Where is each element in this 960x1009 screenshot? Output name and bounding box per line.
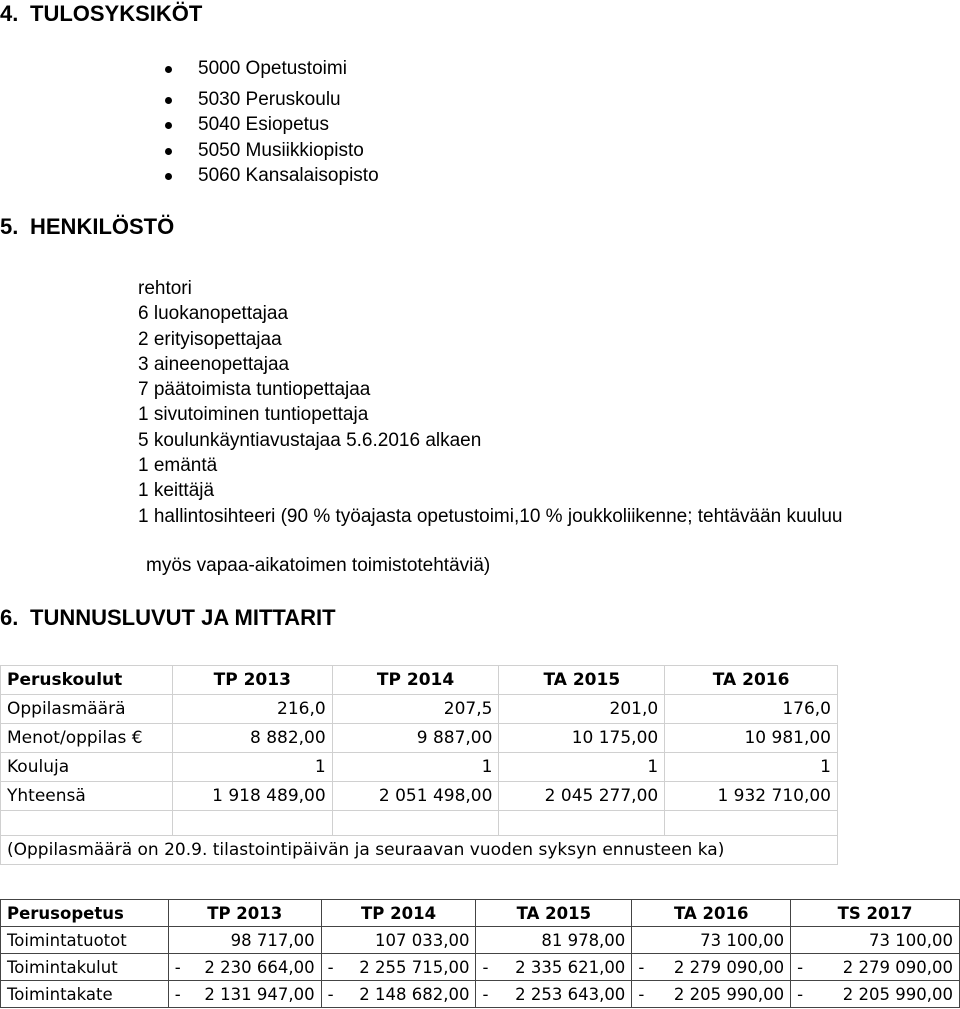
table-cell: 2 205 990,00: [650, 981, 791, 1008]
table-row: [1, 981, 960, 1008]
table-cell: 2 148 682,00: [339, 981, 476, 1008]
table-cell-sign: -: [168, 981, 186, 1008]
table-header-cell: TS 2017: [791, 900, 960, 927]
table-cell: 8 882,00: [172, 724, 332, 753]
section-4-title: TULOSYKSIKÖT: [30, 1, 203, 26]
table-cell-sign: -: [632, 981, 650, 1008]
table-row-blank: [1, 811, 838, 836]
table-row: [1, 954, 960, 981]
peruskoulut-table: [0, 665, 838, 865]
table-header-cell: TP 2013: [168, 900, 321, 927]
table-cell: 1: [665, 753, 838, 782]
staff-line: 6 luokanopettajaa: [138, 303, 289, 325]
table-row: [1, 724, 838, 753]
table-note-row: [1, 836, 838, 865]
table-cell: 176,0: [665, 695, 838, 724]
staff-line: 5 koulunkäyntiavustajaa 5.6.2016 alkaen: [138, 429, 482, 451]
list-item: 5040 Esiopetus: [160, 112, 379, 138]
staff-line: 1 sivutoiminen tuntiopettaja: [138, 404, 369, 426]
table-cell-sign: -: [476, 981, 494, 1008]
table-header-cell: TP 2014: [332, 666, 499, 695]
table-cell: Toimintakulut: [1, 954, 169, 981]
section-5-heading: [0, 214, 174, 240]
section-6-heading: [0, 605, 336, 631]
table-row: [1, 695, 838, 724]
table-cell: 1: [499, 753, 665, 782]
section-6-number: 6.: [0, 605, 19, 630]
table-cell: 9 887,00: [332, 724, 499, 753]
table-header-cell: TA 2016: [665, 666, 838, 695]
table-cell: Yhteensä: [1, 782, 173, 811]
table-cell: 1 932 710,00: [665, 782, 838, 811]
table-cell: 107 033,00: [339, 927, 476, 954]
staff-list: [138, 276, 843, 576]
table-cell: 2 131 947,00: [186, 981, 321, 1008]
staff-line: rehtori: [138, 278, 192, 299]
table-cell: 10 981,00: [665, 724, 838, 753]
staff-line: 7 päätoimista tuntiopettajaa: [138, 379, 371, 401]
table-header-cell: TP 2014: [321, 900, 476, 927]
table-cell: 1 918 489,00: [172, 782, 332, 811]
staff-line: 1 hallintosihteeri (90 % työajasta opetustoimi,10 % joukkoliikenne; tehtävään kuuluu: [138, 505, 843, 527]
list-item: 5000 Opetustoimi: [160, 56, 379, 82]
section-4-heading: [0, 1, 202, 27]
table-row: [1, 927, 960, 954]
staff-line: 3 aineenopettajaa: [138, 353, 290, 375]
section-5-title: HENKILÖSTÖ: [30, 214, 175, 239]
table-cell-sign: [791, 927, 809, 954]
table-cell: 10 175,00: [499, 724, 665, 753]
table-cell: [1, 811, 173, 836]
table-cell: [172, 811, 332, 836]
table-note: (Oppilasmäärä on 20.9. tilastointipäivän ja seuraavan vuoden syksyn ennusteen ka): [1, 836, 838, 865]
table-cell: [332, 811, 499, 836]
section-6-title: TUNNUSLUVUT JA MITTARIT: [30, 605, 336, 630]
table-header-cell: TA 2015: [499, 666, 665, 695]
table-cell: 2 205 990,00: [809, 981, 960, 1008]
perusopetus-table: [0, 899, 960, 1008]
table-cell: 2 051 498,00: [332, 782, 499, 811]
table-cell-sign: -: [791, 954, 809, 981]
table-cell: 201,0: [499, 695, 665, 724]
table-cell-sign: -: [632, 954, 650, 981]
table-header-cell: TA 2016: [632, 900, 791, 927]
table-cell-sign: [321, 927, 339, 954]
list-item: 5060 Kansalaisopisto: [160, 163, 379, 189]
table-cell-sign: [476, 927, 494, 954]
table-cell: 73 100,00: [650, 927, 791, 954]
table-cell: 216,0: [172, 695, 332, 724]
table-cell: [499, 811, 665, 836]
table-row: [1, 782, 838, 811]
table-cell-sign: [632, 927, 650, 954]
table-cell: 2 230 664,00: [186, 954, 321, 981]
unit-list: [160, 56, 379, 189]
staff-line: 1 emäntä: [138, 455, 218, 477]
table-header-row: [1, 900, 960, 927]
staff-line: 1 keittäjä: [138, 480, 215, 502]
table-cell: Kouluja: [1, 753, 173, 782]
table-cell-sign: -: [321, 954, 339, 981]
table-cell: 2 253 643,00: [494, 981, 632, 1008]
table-cell: 1: [172, 753, 332, 782]
table-cell: 73 100,00: [809, 927, 960, 954]
table-header-cell: TP 2013: [172, 666, 332, 695]
staff-line: 2 erityisopettajaa: [138, 328, 282, 350]
staff-line-continuation: myös vapaa-aikatoimen toimistotehtäviä): [146, 555, 491, 576]
table-cell-sign: [168, 927, 186, 954]
section-5-number: 5.: [0, 214, 19, 239]
table-cell: [665, 811, 838, 836]
table-cell: 207,5: [332, 695, 499, 724]
table-cell: Toimintakate: [1, 981, 169, 1008]
table-cell-sign: -: [168, 954, 186, 981]
table-cell: Menot/oppilas €: [1, 724, 173, 753]
table-cell: 2 255 715,00: [339, 954, 476, 981]
table-cell: 2 045 277,00: [499, 782, 665, 811]
list-item: 5050 Musiikkiopisto: [160, 138, 379, 164]
table-cell-sign: -: [321, 981, 339, 1008]
table-header-row: [1, 666, 838, 695]
table-cell: Oppilasmäärä: [1, 695, 173, 724]
table-header-cell: TA 2015: [476, 900, 632, 927]
table-cell: 2 279 090,00: [809, 954, 960, 981]
table-cell: 1: [332, 753, 499, 782]
table-row: [1, 753, 838, 782]
table-cell: 81 978,00: [494, 927, 632, 954]
table-cell: 98 717,00: [186, 927, 321, 954]
table-cell-sign: -: [476, 954, 494, 981]
table-header-cell: Peruskoulut: [1, 666, 173, 695]
table-cell-sign: -: [791, 981, 809, 1008]
table-cell: Toimintatuotot: [1, 927, 169, 954]
table-header-cell: Perusopetus: [1, 900, 169, 927]
table-cell: 2 335 621,00: [494, 954, 632, 981]
section-4-number: 4.: [0, 1, 19, 26]
table-cell: 2 279 090,00: [650, 954, 791, 981]
list-item: 5030 Peruskoulu: [160, 87, 379, 113]
